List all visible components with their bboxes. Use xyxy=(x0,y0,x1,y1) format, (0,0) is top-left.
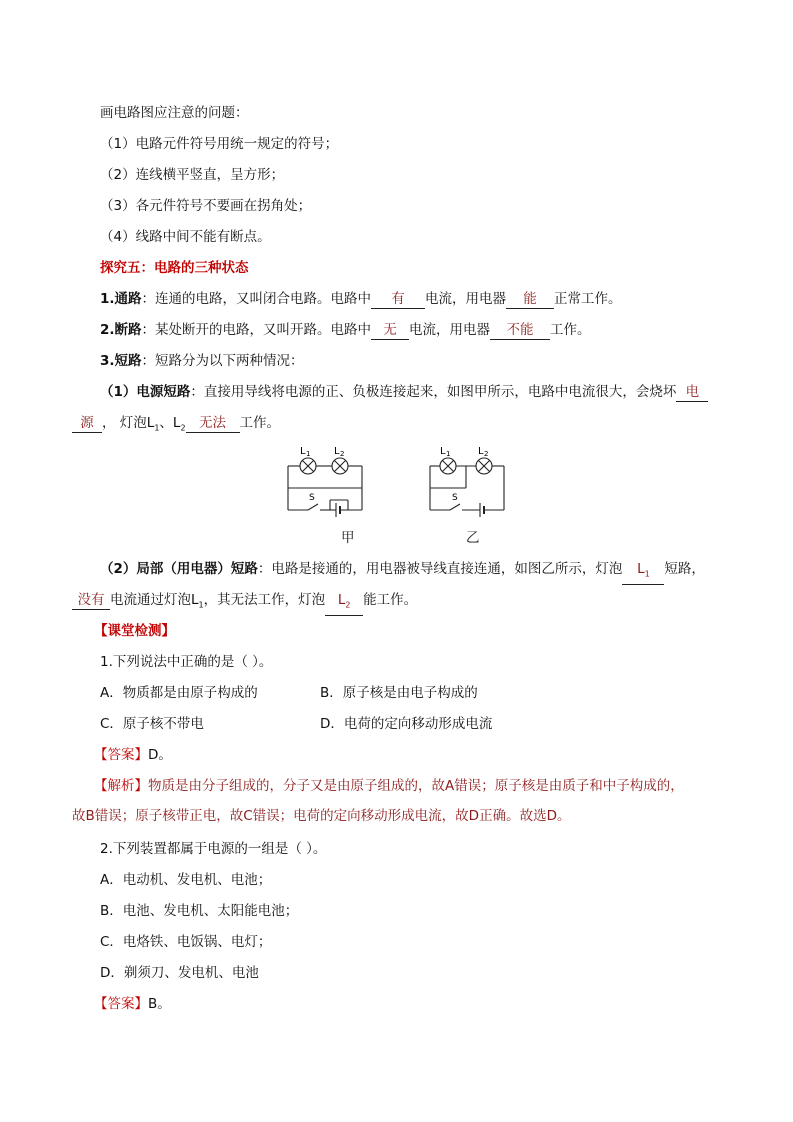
yi-switch-label: S xyxy=(452,493,458,503)
source-short-text3: 、L xyxy=(159,415,181,431)
source-short-blank1a: 电 xyxy=(676,383,708,402)
tonglu-label: 1.通路 xyxy=(100,291,142,307)
notes-item-2: （2）连线横平竖直，呈方形； xyxy=(100,167,285,183)
q1-answer-label: 【答案】 xyxy=(94,747,148,763)
source-short-line1 xyxy=(100,382,708,402)
duanlu-line xyxy=(100,320,591,340)
q1-option-c: C．原子核不带电 xyxy=(100,716,204,732)
q2-answer xyxy=(94,994,171,1014)
short-line xyxy=(100,351,304,371)
source-short-label: （1）电源短路 xyxy=(100,384,191,400)
source-short-text4: 工作。 xyxy=(239,415,281,431)
q1-option-d: D．电荷的定向移动形成电流 xyxy=(320,716,493,732)
tonglu-text1: ：连通的电路，又叫闭合电路。电路中 xyxy=(141,291,372,307)
duanlu-label: 2.断路 xyxy=(100,322,142,338)
figure-jia-caption: 甲 xyxy=(341,530,355,546)
short-text1: ：短路分为以下两种情况： xyxy=(141,353,304,369)
q2-option-c: C．电烙铁、电饭锅、电灯； xyxy=(100,934,272,950)
q1-analysis xyxy=(72,771,695,831)
q1-answer-value: D。 xyxy=(148,747,172,763)
tonglu-text2: 电流，用电器 xyxy=(425,291,507,307)
q1-option-a: A．物质都是由原子构成的 xyxy=(100,685,258,701)
figure-yi-caption: 乙 xyxy=(466,530,480,546)
jia-l1-sub: 1 xyxy=(306,450,311,458)
notes-item-4: （4）线路中间不能有断点。 xyxy=(100,229,271,245)
jia-switch-label: S xyxy=(309,493,315,503)
q2-option-d: D．剃须刀、发电机、电池 xyxy=(100,965,259,981)
q1-analysis-text: 物质是由分子组成的，分子又是由原子组成的，故A错误；原子核是由质子和中子构成的，故B错误；原子核带正电，故C错误；电荷的定向移动形成电流，故D正确。故选D。 xyxy=(72,778,684,824)
source-short-sub2: 2 xyxy=(180,423,186,433)
jia-l2-label: L xyxy=(334,446,340,457)
q2-stem: 2.下列装置都属于电源的一组是（ ）。 xyxy=(100,841,327,857)
local-short-text4: ，其无法工作，灯泡 xyxy=(203,592,326,608)
source-short-text1: ：直接用导线将电源的正、负极连接起来，如图甲所示，电路中电流很大，会烧坏 xyxy=(190,384,677,400)
local-short-sub1: 1 xyxy=(198,600,204,610)
q1-analysis-label: 【解析】 xyxy=(94,778,148,794)
local-short-blank1-text: L xyxy=(637,561,645,577)
tonglu-blank2: 能 xyxy=(506,290,554,309)
local-short-blank3-sub: 2 xyxy=(345,600,351,610)
yi-l2-label: L xyxy=(478,446,484,457)
local-short-blank3-text: L xyxy=(337,592,346,608)
duanlu-blank2: 不能 xyxy=(490,321,550,340)
notes-item-1: （1）电路元件符号用统一规定的符号； xyxy=(100,136,339,152)
short-label: 3.短路 xyxy=(100,353,142,369)
q1-options-cd xyxy=(100,714,493,734)
tonglu-blank1: 有 xyxy=(371,290,425,309)
tonglu-line xyxy=(100,289,622,309)
source-short-sub1: 1 xyxy=(154,423,160,433)
q1-option-b: B．原子核是由电子构成的 xyxy=(320,685,478,701)
jia-l2-sub: 2 xyxy=(340,450,345,458)
local-short-text3: 电流通过灯泡L xyxy=(110,592,199,608)
local-short-line1 xyxy=(100,559,705,585)
circuit-figure-jia xyxy=(280,440,380,520)
q2-answer-value: B。 xyxy=(148,996,171,1012)
local-short-label: （2）局部（用电器）短路 xyxy=(100,561,258,577)
jia-l1-label: L xyxy=(300,446,306,457)
yi-l1-sub: 1 xyxy=(446,450,451,458)
local-short-line2 xyxy=(72,590,417,616)
source-short-line2 xyxy=(72,413,280,439)
notes-title: 画电路图应注意的问题： xyxy=(100,105,249,121)
source-short-blank2: 无法 xyxy=(186,414,240,433)
local-short-text2: 短路， xyxy=(664,561,705,577)
q2-option-b: B．电池、发电机、太阳能电池； xyxy=(100,903,299,919)
q2-answer-label: 【答案】 xyxy=(94,996,148,1012)
yi-l2-sub: 2 xyxy=(484,450,489,458)
notes-item-3: （3）各元件符号不要画在拐角处； xyxy=(100,198,312,214)
source-short-text2: ， 灯泡L xyxy=(102,415,155,431)
local-short-blank3 xyxy=(325,591,363,616)
local-short-blank2: 没有 xyxy=(72,591,110,610)
circuit-figure-yi xyxy=(420,440,520,520)
local-short-text1: ：电路是接通的，用电器被导线直接连通，如图乙所示，灯泡 xyxy=(257,561,623,577)
local-short-blank1 xyxy=(622,560,664,585)
tonglu-text3: 正常工作。 xyxy=(554,291,622,307)
check-heading: 【课堂检测】 xyxy=(94,623,175,639)
q2-option-a: A．电动机、发电机、电池； xyxy=(100,872,272,888)
local-short-blank1-sub: 1 xyxy=(644,569,650,579)
q1-options-ab xyxy=(100,683,478,703)
yi-l1-label: L xyxy=(440,446,446,457)
local-short-text5: 能工作。 xyxy=(363,592,418,608)
source-short-blank1b: 源 xyxy=(72,414,102,433)
duanlu-blank1: 无 xyxy=(371,321,409,340)
section-heading: 探究五：电路的三种状态 xyxy=(100,260,249,276)
q1-stem: 1.下列说法中正确的是（ ）。 xyxy=(100,654,273,670)
duanlu-text2: 电流，用电器 xyxy=(409,322,491,338)
q1-answer xyxy=(94,745,172,765)
duanlu-text1: ：某处断开的电路，又叫开路。电路中 xyxy=(141,322,372,338)
duanlu-text3: 工作。 xyxy=(550,322,591,338)
